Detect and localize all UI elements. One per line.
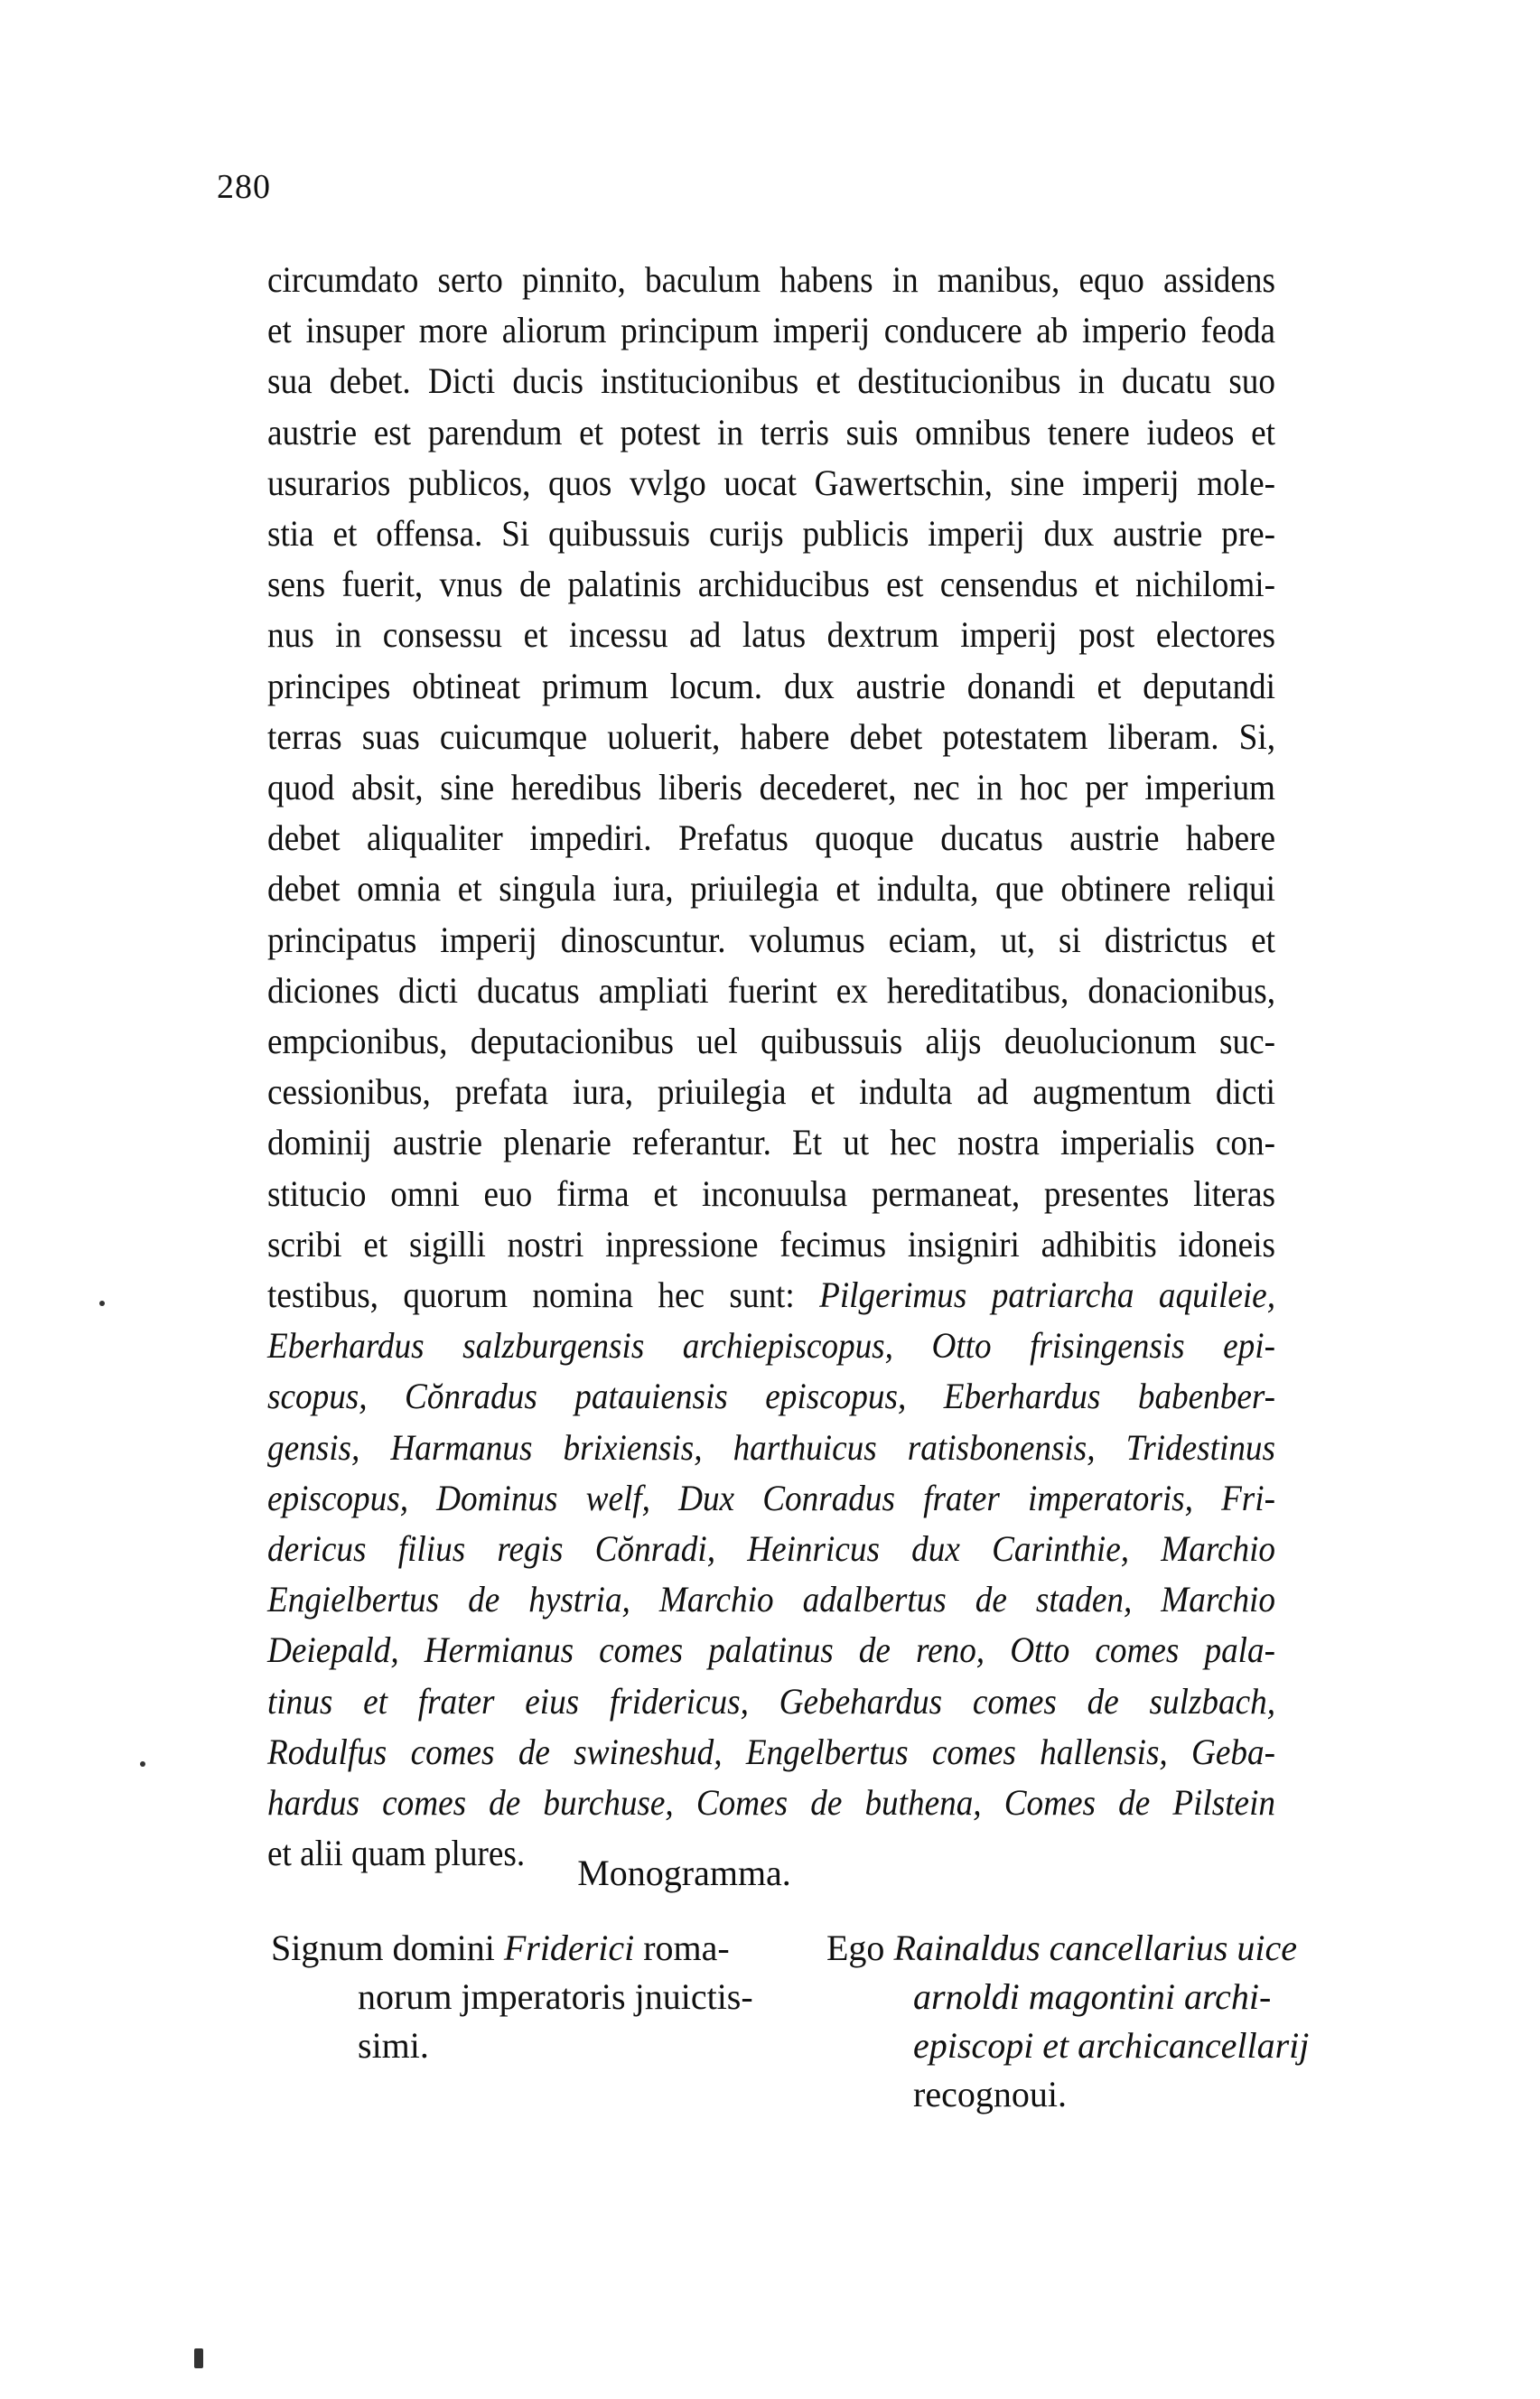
body-line bbox=[267, 1727, 1275, 1778]
body-line-segment: empcionibus, deputacionibus uel quibussuis alijs deuolucionum suc- bbox=[267, 1021, 1275, 1062]
body-line-segment: et alii quam plures. bbox=[267, 1833, 526, 1874]
body-line bbox=[267, 1524, 1275, 1574]
scan-speck bbox=[140, 1761, 145, 1767]
body-line bbox=[267, 863, 1275, 914]
body-line bbox=[267, 1219, 1275, 1270]
body-line-segment: principatus imperij dinoscuntur. volumus eciam, ut, si districtus et bbox=[267, 919, 1275, 960]
signature-right-line2: arnoldi magontini archi- bbox=[913, 1976, 1272, 2017]
body-line bbox=[267, 509, 1275, 559]
signature-right-line4: recognoui. bbox=[913, 2074, 1067, 2114]
body-line-segment: terras suas cuicumque uoluerit, habere debet potestatem liberam. Si, bbox=[267, 715, 1275, 757]
body-line bbox=[267, 305, 1275, 356]
signature-left-line1-prefix: Signum domini bbox=[271, 1928, 504, 1968]
monogram-heading-text: Monogramma. bbox=[577, 1853, 791, 1893]
body-line bbox=[267, 712, 1275, 762]
body-line bbox=[267, 1117, 1275, 1168]
body-line-segment: circumdato serto pinnito, baculum habens in manibus, equo assidens bbox=[267, 259, 1275, 300]
signature-left-line1-suffix: roma- bbox=[634, 1928, 730, 1968]
body-line bbox=[267, 1016, 1275, 1067]
page-number: 280 bbox=[217, 168, 271, 206]
signature-left-line3: simi. bbox=[358, 2025, 429, 2066]
body-line bbox=[267, 1371, 1275, 1422]
scan-speck bbox=[99, 1301, 105, 1306]
body-line bbox=[267, 255, 1275, 305]
body-line-segment: debet aliqualiter impediri. Prefatus quoque ducatus austrie habere bbox=[267, 817, 1275, 859]
body-line-segment: gensis, Harmanus brixiensis, harthuicus ratisbonensis, Tridestinus bbox=[267, 1426, 1275, 1468]
body-line-segment: quod absit, sine heredibus liberis decederet, nec in hoc per imperium bbox=[267, 767, 1275, 808]
body-line-segment: debet omnia et singula iura, priuilegia et indulta, que obtinere reliqui bbox=[267, 868, 1275, 910]
body-line bbox=[267, 559, 1275, 610]
body-line-segment: scopus, Cŏnradus patauiensis episcopus, Eberhardus babenber- bbox=[267, 1376, 1275, 1417]
body-line bbox=[267, 915, 1275, 966]
body-line-segment: testibus, quorum nomina hec sunt: bbox=[267, 1274, 820, 1316]
signature-right-line1-name: Rainaldus cancellarius uice bbox=[893, 1928, 1298, 1968]
body-line-segment: principes obtineat primum locum. dux austrie donandi et deputandi bbox=[267, 665, 1275, 706]
body-line-segment: austrie est parendum et potest in terris suis omnibus tenere iudeos et bbox=[267, 411, 1275, 453]
body-line-segment: sens fuerit, vnus de palatinis archiducibus est censendus et nichilomi- bbox=[267, 564, 1275, 605]
body-line-segment: Rodulfus comes de swineshud, Engelbertus comes hallensis, Geba- bbox=[267, 1731, 1275, 1772]
body-line-segment: dericus filius regis Cŏnradi, Heinricus dux Carinthie, Marchio bbox=[267, 1528, 1275, 1570]
signature-left bbox=[271, 1924, 813, 2070]
signature-right-line1-prefix: Ego bbox=[826, 1928, 894, 1968]
body-line bbox=[267, 407, 1275, 458]
monogram-heading bbox=[0, 1852, 1540, 1894]
signature-right bbox=[826, 1924, 1368, 2119]
body-text bbox=[267, 255, 1275, 1880]
body-line bbox=[267, 966, 1275, 1016]
body-line-segment: scribi et sigilli nostri inpressione fecimus insigniri adhibitis idoneis bbox=[267, 1223, 1275, 1265]
body-line-segment: Eberhardus salzburgensis archiepiscopus, Otto frisingensis epi- bbox=[267, 1325, 1275, 1367]
body-line bbox=[267, 1574, 1275, 1625]
body-line-segment: Pilgerimus patriarcha aquileie, bbox=[819, 1274, 1275, 1316]
body-line-segment: et insuper more aliorum principum imperij conducere ab imperio feoda bbox=[267, 310, 1275, 351]
body-line-segment: Deiepald, Hermianus comes palatinus de reno, Otto comes pala- bbox=[267, 1629, 1275, 1671]
body-line bbox=[267, 1169, 1275, 1219]
signature-left-line2: norum jmperatoris jnuictis- bbox=[358, 1976, 753, 2017]
body-line-segment: sua debet. Dicti ducis institucionibus et destitucionibus in ducatu suo bbox=[267, 360, 1275, 402]
scan-speck bbox=[194, 2348, 203, 2368]
body-line-segment: cessionibus, prefata iura, priuilegia et indulta ad augmentum dicti bbox=[267, 1071, 1275, 1113]
body-line bbox=[267, 1321, 1275, 1371]
body-line bbox=[267, 813, 1275, 863]
signature-right-line3: episcopi et archicancellarij bbox=[913, 2025, 1310, 2066]
body-line bbox=[267, 1625, 1275, 1676]
signature-left-line1-name: Friderici bbox=[503, 1928, 635, 1968]
body-line-segment: episcopus, Dominus welf, Dux Conradus frater imperatoris, Fri- bbox=[267, 1477, 1275, 1518]
body-line-segment: stitucio omni euo firma et inconuulsa permaneat, presentes literas bbox=[267, 1172, 1275, 1214]
body-line bbox=[267, 356, 1275, 406]
body-line-segment: dominij austrie plenarie referantur. Et ut hec nostra imperialis con- bbox=[267, 1122, 1275, 1163]
body-line-segment: Engielbertus de hystria, Marchio adalbertus de staden, Marchio bbox=[267, 1579, 1275, 1620]
body-line bbox=[267, 610, 1275, 660]
body-line bbox=[267, 1067, 1275, 1117]
body-line bbox=[267, 1423, 1275, 1473]
body-line bbox=[267, 1473, 1275, 1524]
body-line-segment: stia et offensa. Si quibussuis curijs publicis imperij dux austrie pre- bbox=[267, 513, 1275, 555]
body-line bbox=[267, 1676, 1275, 1727]
body-line bbox=[267, 762, 1275, 813]
body-line bbox=[267, 661, 1275, 712]
body-line-segment: nus in consessu et incessu ad latus dextrum imperij post electores bbox=[267, 614, 1275, 656]
body-line-segment: diciones dicti ducatus ampliati fuerint ex hereditatibus, donacionibus, bbox=[267, 969, 1275, 1011]
body-line bbox=[267, 458, 1275, 509]
body-line bbox=[267, 1778, 1275, 1828]
body-line bbox=[267, 1270, 1275, 1321]
body-line-segment: hardus comes de burchuse, Comes de buthena, Comes de Pilstein bbox=[267, 1782, 1275, 1824]
body-line-segment: tinus et frater eius fridericus, Gebehardus comes de sulzbach, bbox=[267, 1680, 1275, 1722]
body-line-segment: usurarios publicos, quos vvlgo uocat Gawertschin, sine imperij mole- bbox=[267, 462, 1275, 503]
